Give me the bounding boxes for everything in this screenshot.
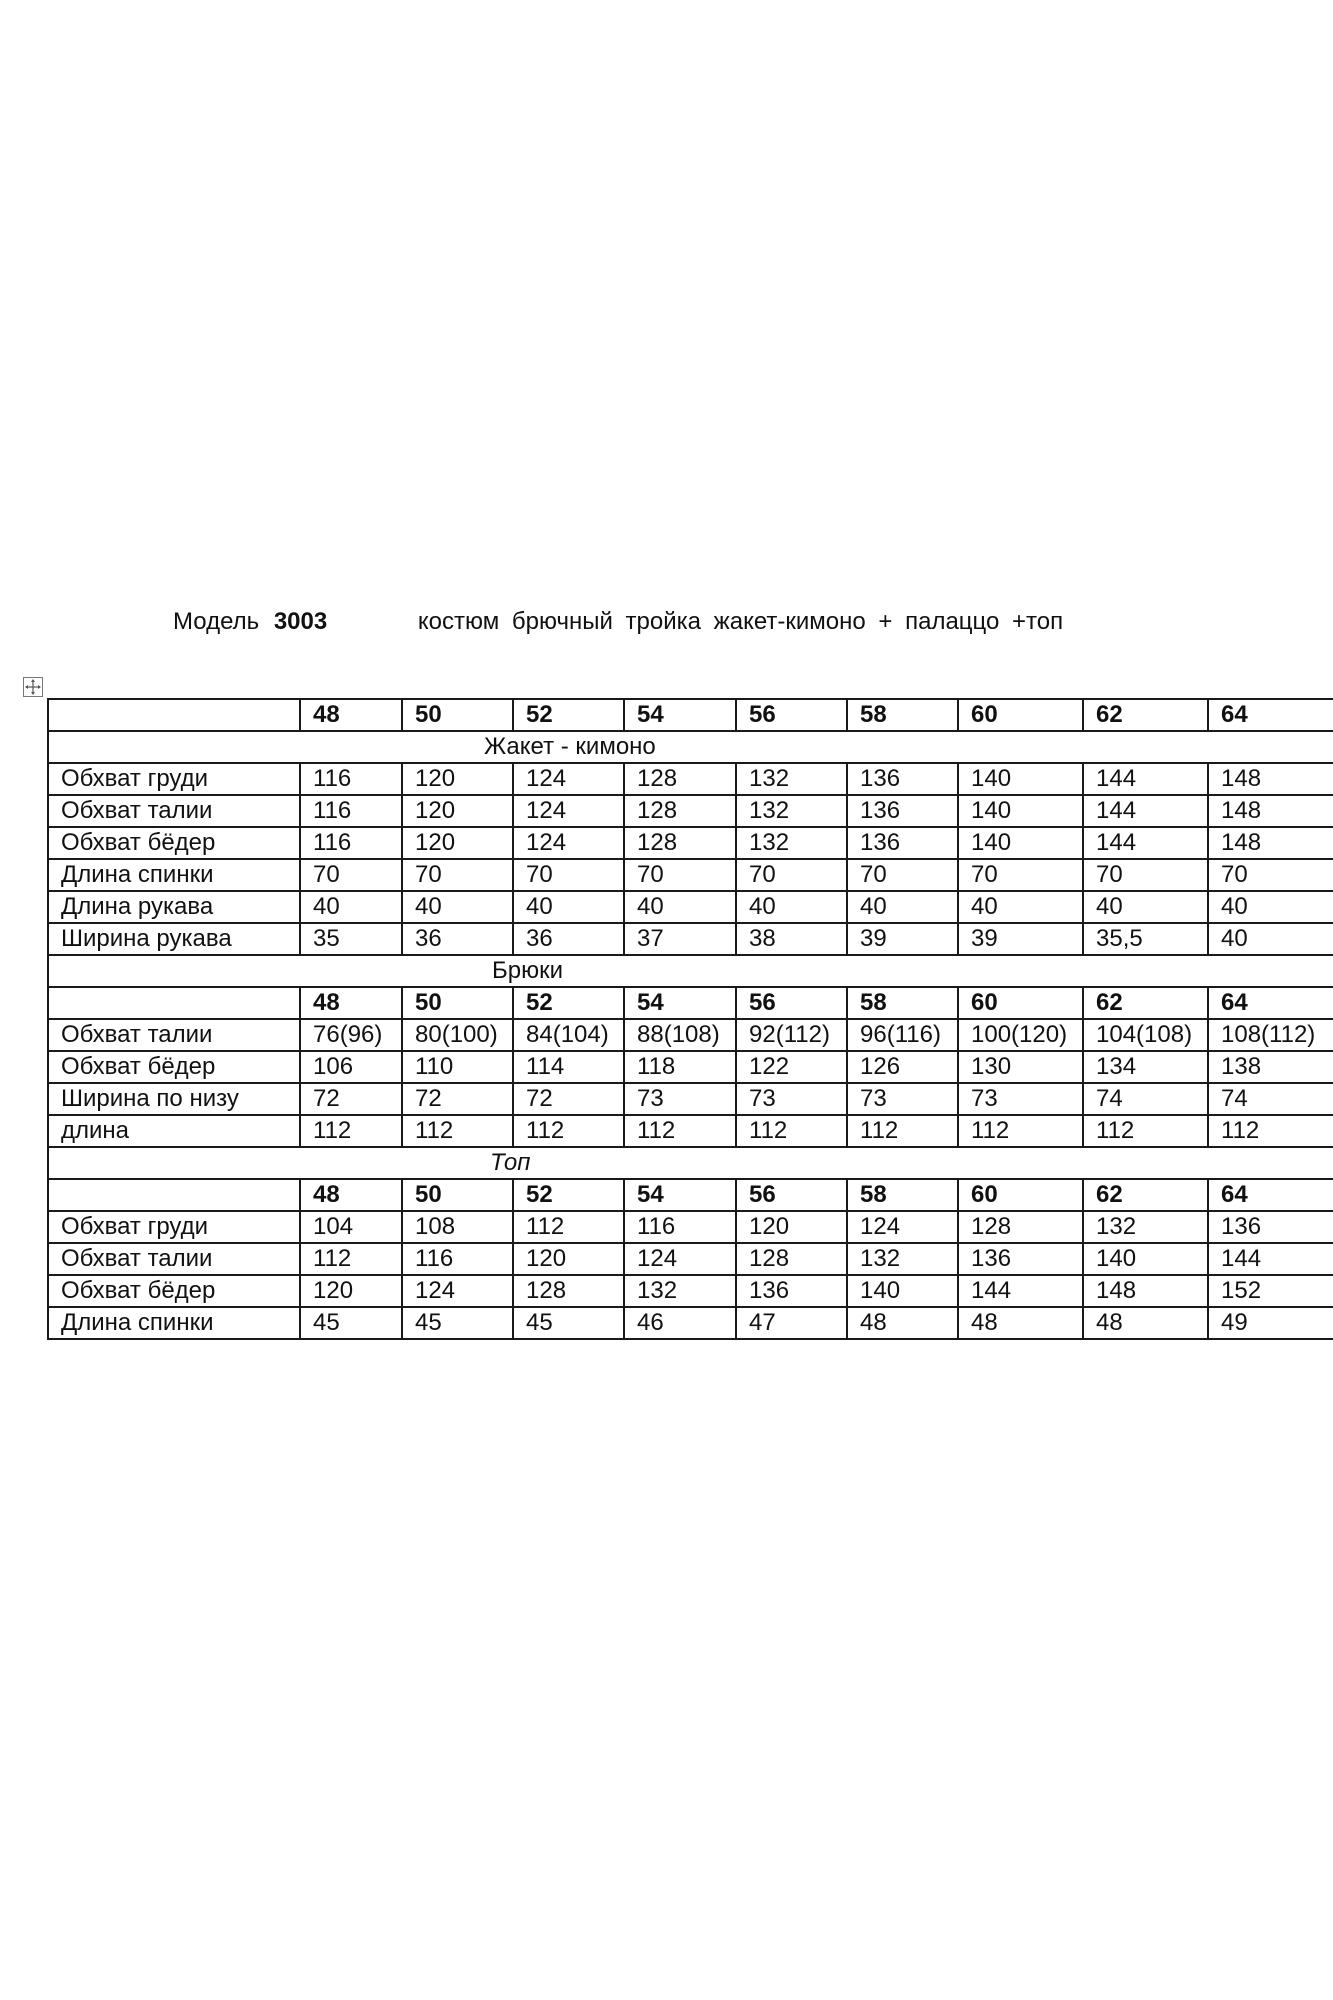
measurement-value: 112 xyxy=(958,1115,1083,1147)
measurement-label: Ширина рукава xyxy=(48,923,300,955)
table-row xyxy=(48,891,1333,923)
model-label: Модель xyxy=(173,608,260,635)
measurement-value: 140 xyxy=(1083,1243,1208,1275)
measurement-label: Длина спинки xyxy=(48,859,300,891)
measurement-value: 48 xyxy=(1083,1307,1208,1339)
table-row xyxy=(48,1019,1333,1051)
measurement-value: 73 xyxy=(624,1083,736,1115)
measurement-value: 112 xyxy=(402,1115,513,1147)
measurement-value: 36 xyxy=(513,923,624,955)
measurement-value: 116 xyxy=(402,1243,513,1275)
measurement-value: 74 xyxy=(1208,1083,1333,1115)
measurement-value: 132 xyxy=(736,827,847,859)
measurement-value: 124 xyxy=(402,1275,513,1307)
top-section-title: Топ xyxy=(490,1149,531,1176)
size-header-cell: 62 xyxy=(1083,699,1208,731)
measurement-value: 124 xyxy=(513,763,624,795)
measurement-label: Обхват талии xyxy=(48,1019,300,1051)
size-header-cell: 50 xyxy=(402,1179,513,1211)
pants-section-title: Брюки xyxy=(492,957,564,984)
table-row xyxy=(48,1275,1333,1307)
table-row xyxy=(48,763,1333,795)
measurement-value: 148 xyxy=(1208,827,1333,859)
measurement-label: Ширина по низу xyxy=(48,1083,300,1115)
measurement-label: Обхват бёдер xyxy=(48,1051,300,1083)
measurement-value: 76(96) xyxy=(300,1019,402,1051)
measurement-value: 96(116) xyxy=(847,1019,958,1051)
measurement-value: 144 xyxy=(1083,763,1208,795)
measurement-label: Обхват бёдер xyxy=(48,827,300,859)
measurement-value: 144 xyxy=(958,1275,1083,1307)
measurement-value: 70 xyxy=(513,859,624,891)
size-header-cell: 64 xyxy=(1208,987,1333,1019)
measurement-value: 73 xyxy=(958,1083,1083,1115)
measurement-value: 128 xyxy=(958,1211,1083,1243)
measurement-value: 122 xyxy=(736,1051,847,1083)
measurement-value: 48 xyxy=(847,1307,958,1339)
measurement-value: 128 xyxy=(624,827,736,859)
measurement-value: 136 xyxy=(1208,1211,1333,1243)
measurement-value: 110 xyxy=(402,1051,513,1083)
measurement-value: 132 xyxy=(1083,1211,1208,1243)
measurement-value: 35 xyxy=(300,923,402,955)
size-header-cell: 52 xyxy=(513,1179,624,1211)
measurement-label: Длина рукава xyxy=(48,891,300,923)
measurement-value: 36 xyxy=(402,923,513,955)
measurement-value: 128 xyxy=(624,763,736,795)
table-row xyxy=(48,795,1333,827)
measurement-value: 70 xyxy=(300,859,402,891)
measurement-value: 140 xyxy=(958,795,1083,827)
measurement-value: 40 xyxy=(1208,923,1333,955)
size-header-cell: 52 xyxy=(513,987,624,1019)
measurement-value: 132 xyxy=(624,1275,736,1307)
size-header-cell: 64 xyxy=(1208,1179,1333,1211)
measurement-value: 70 xyxy=(402,859,513,891)
measurement-value: 112 xyxy=(847,1115,958,1147)
measurement-value: 74 xyxy=(1083,1083,1208,1115)
size-header-cell: 58 xyxy=(847,1179,958,1211)
measurement-value: 104(108) xyxy=(1083,1019,1208,1051)
size-header-cell: 54 xyxy=(624,1179,736,1211)
size-header-corner xyxy=(48,699,300,731)
model-number: 3003 xyxy=(273,608,328,635)
table-row xyxy=(48,859,1333,891)
measurement-value: 126 xyxy=(847,1051,958,1083)
size-header-cell: 64 xyxy=(1208,699,1333,731)
measurement-value: 128 xyxy=(736,1243,847,1275)
measurement-value: 70 xyxy=(1083,859,1208,891)
size-header-cell: 60 xyxy=(958,987,1083,1019)
measurement-label: длина xyxy=(48,1115,300,1147)
measurement-value: 48 xyxy=(958,1307,1083,1339)
measurement-label: Обхват талии xyxy=(48,1243,300,1275)
table-row xyxy=(48,1211,1333,1243)
measurement-value: 84(104) xyxy=(513,1019,624,1051)
measurement-value: 72 xyxy=(513,1083,624,1115)
measurement-value: 112 xyxy=(736,1115,847,1147)
measurement-value: 120 xyxy=(736,1211,847,1243)
pants-section-title-cell xyxy=(48,955,1333,987)
measurement-value: 45 xyxy=(300,1307,402,1339)
measurement-value: 73 xyxy=(736,1083,847,1115)
size-header-cell: 62 xyxy=(1083,1179,1208,1211)
measurement-value: 40 xyxy=(402,891,513,923)
measurement-value: 140 xyxy=(958,763,1083,795)
size-header-cell: 54 xyxy=(624,987,736,1019)
measurement-value: 136 xyxy=(847,827,958,859)
table-row xyxy=(48,1051,1333,1083)
measurement-value: 72 xyxy=(300,1083,402,1115)
measurement-value: 49 xyxy=(1208,1307,1333,1339)
measurement-value: 148 xyxy=(1083,1275,1208,1307)
size-header-cell: 60 xyxy=(958,1179,1083,1211)
size-header-corner xyxy=(48,987,300,1019)
size-header-cell: 58 xyxy=(847,699,958,731)
measurement-value: 148 xyxy=(1208,795,1333,827)
move-cross-icon[interactable] xyxy=(23,677,43,697)
pants-size-header-row xyxy=(48,987,1333,1019)
jacket-size-header-row xyxy=(48,699,1333,731)
measurement-value: 152 xyxy=(1208,1275,1333,1307)
measurement-value: 112 xyxy=(513,1211,624,1243)
measurement-value: 40 xyxy=(736,891,847,923)
measurement-value: 138 xyxy=(1208,1051,1333,1083)
measurement-label: Обхват бёдер xyxy=(48,1275,300,1307)
measurement-value: 80(100) xyxy=(402,1019,513,1051)
measurement-value: 100(120) xyxy=(958,1019,1083,1051)
measurement-value: 116 xyxy=(624,1211,736,1243)
measurement-value: 70 xyxy=(958,859,1083,891)
measurement-value: 38 xyxy=(736,923,847,955)
measurement-value: 130 xyxy=(958,1051,1083,1083)
measurement-value: 104 xyxy=(300,1211,402,1243)
measurement-value: 112 xyxy=(624,1115,736,1147)
measurement-value: 144 xyxy=(1083,827,1208,859)
measurement-value: 35,5 xyxy=(1083,923,1208,955)
measurement-value: 70 xyxy=(1208,859,1333,891)
size-header-cell: 48 xyxy=(300,1179,402,1211)
size-header-cell: 58 xyxy=(847,987,958,1019)
measurement-value: 112 xyxy=(513,1115,624,1147)
measurement-value: 112 xyxy=(1083,1115,1208,1147)
size-header-cell: 50 xyxy=(402,987,513,1019)
size-header-cell: 48 xyxy=(300,699,402,731)
size-chart-table xyxy=(47,698,1333,1340)
measurement-value: 40 xyxy=(513,891,624,923)
measurement-value: 40 xyxy=(1208,891,1333,923)
measurement-value: 132 xyxy=(736,763,847,795)
measurement-value: 92(112) xyxy=(736,1019,847,1051)
measurement-value: 47 xyxy=(736,1307,847,1339)
measurement-value: 40 xyxy=(300,891,402,923)
size-header-cell: 56 xyxy=(736,699,847,731)
measurement-value: 116 xyxy=(300,795,402,827)
measurement-value: 132 xyxy=(736,795,847,827)
top-size-header-row xyxy=(48,1179,1333,1211)
size-header-cell: 62 xyxy=(1083,987,1208,1019)
table-row xyxy=(48,1243,1333,1275)
measurement-value: 45 xyxy=(402,1307,513,1339)
measurement-value: 116 xyxy=(300,827,402,859)
pants-section-row xyxy=(48,955,1333,987)
table-row xyxy=(48,827,1333,859)
measurement-value: 124 xyxy=(624,1243,736,1275)
measurement-value: 70 xyxy=(736,859,847,891)
measurement-value: 136 xyxy=(958,1243,1083,1275)
measurement-value: 120 xyxy=(402,827,513,859)
measurement-value: 140 xyxy=(847,1275,958,1307)
jacket-section-title: Жакет - кимоно xyxy=(484,733,656,760)
model-description: костюм брючный тройка жакет-кимоно + палаццо +топ xyxy=(417,608,1064,635)
size-header-cell: 60 xyxy=(958,699,1083,731)
measurement-label: Обхват груди xyxy=(48,1211,300,1243)
size-header-cell: 50 xyxy=(402,699,513,731)
measurement-value: 120 xyxy=(513,1243,624,1275)
measurement-value: 39 xyxy=(847,923,958,955)
measurement-value: 136 xyxy=(736,1275,847,1307)
measurement-value: 140 xyxy=(958,827,1083,859)
measurement-value: 128 xyxy=(513,1275,624,1307)
measurement-label: Длина спинки xyxy=(48,1307,300,1339)
measurement-value: 144 xyxy=(1083,795,1208,827)
measurement-value: 46 xyxy=(624,1307,736,1339)
measurement-value: 134 xyxy=(1083,1051,1208,1083)
measurement-value: 37 xyxy=(624,923,736,955)
measurement-label: Обхват груди xyxy=(48,763,300,795)
measurement-value: 124 xyxy=(513,827,624,859)
top-section-row xyxy=(48,1147,1333,1179)
measurement-value: 120 xyxy=(402,763,513,795)
measurement-value: 40 xyxy=(847,891,958,923)
measurement-value: 120 xyxy=(300,1275,402,1307)
measurement-value: 114 xyxy=(513,1051,624,1083)
measurement-value: 40 xyxy=(958,891,1083,923)
size-header-cell: 56 xyxy=(736,987,847,1019)
measurement-value: 108(112) xyxy=(1208,1019,1333,1051)
measurement-value: 120 xyxy=(402,795,513,827)
table-row xyxy=(48,1307,1333,1339)
measurement-value: 112 xyxy=(300,1243,402,1275)
measurement-value: 128 xyxy=(624,795,736,827)
model-heading xyxy=(173,608,1063,636)
measurement-value: 70 xyxy=(847,859,958,891)
measurement-value: 118 xyxy=(624,1051,736,1083)
measurement-value: 112 xyxy=(1208,1115,1333,1147)
measurement-value: 124 xyxy=(847,1211,958,1243)
measurement-label: Обхват талии xyxy=(48,795,300,827)
jacket-section-row xyxy=(48,731,1333,763)
measurement-value: 40 xyxy=(1083,891,1208,923)
measurement-value: 112 xyxy=(300,1115,402,1147)
measurement-value: 116 xyxy=(300,763,402,795)
measurement-value: 70 xyxy=(624,859,736,891)
table-row xyxy=(48,1115,1333,1147)
size-header-corner xyxy=(48,1179,300,1211)
measurement-value: 39 xyxy=(958,923,1083,955)
size-header-cell: 54 xyxy=(624,699,736,731)
measurement-value: 73 xyxy=(847,1083,958,1115)
measurement-value: 148 xyxy=(1208,763,1333,795)
size-header-cell: 48 xyxy=(300,987,402,1019)
measurement-value: 45 xyxy=(513,1307,624,1339)
measurement-value: 136 xyxy=(847,795,958,827)
jacket-section-title-cell xyxy=(48,731,1333,763)
top-section-title-cell xyxy=(48,1147,1333,1179)
measurement-value: 136 xyxy=(847,763,958,795)
measurement-value: 106 xyxy=(300,1051,402,1083)
measurement-value: 132 xyxy=(847,1243,958,1275)
measurement-value: 124 xyxy=(513,795,624,827)
measurement-value: 144 xyxy=(1208,1243,1333,1275)
measurement-value: 108 xyxy=(402,1211,513,1243)
measurement-value: 72 xyxy=(402,1083,513,1115)
measurement-value: 40 xyxy=(624,891,736,923)
size-header-cell: 52 xyxy=(513,699,624,731)
table-row xyxy=(48,1083,1333,1115)
measurement-value: 88(108) xyxy=(624,1019,736,1051)
size-header-cell: 56 xyxy=(736,1179,847,1211)
table-row xyxy=(48,923,1333,955)
